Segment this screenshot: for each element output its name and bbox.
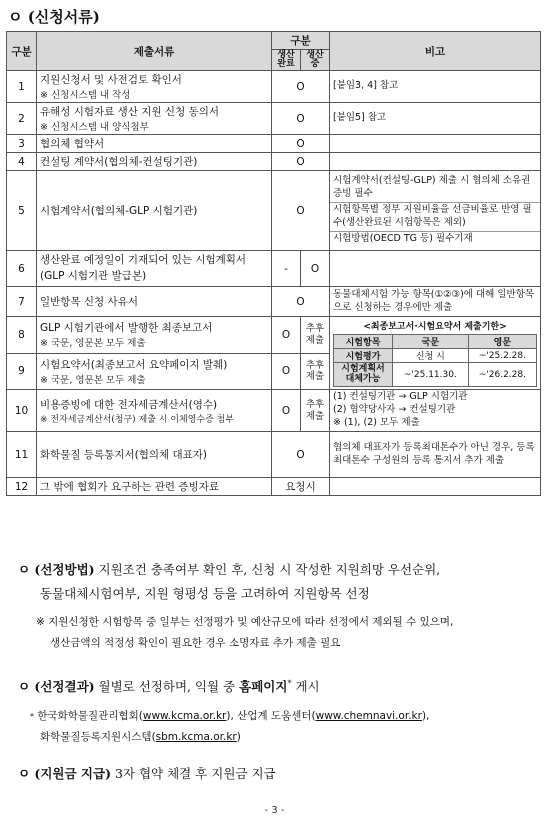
table-row: 7 일반항목 신청 사유서 O 동물대체시험 가능 항목(①②③)에 대해 일반항목으로 신청하는 경우에만 제출 [7,287,541,317]
table-row: 8 GLP 시험기관에서 발행한 최종보고서 ※ 국문, 영문본 모두 제출 O 추후 제출 <최종보고서·시험요약서 제출기한> 시험항목 국문 영문 시험평가 신청 시 ~'25.2.28. 시험계획서 대체가능 ~'25.11.30. ~'26.2.28. [7,317,541,354]
header-group: 구분 [272,32,330,50]
header-ing: 생산 중 [301,50,330,71]
homepage-note: * 한국화학물질관리협회(www.kcma.or.kr), 산업계 도움센터(www.chemnavi.or.kr), 화학물질등록지원시스템(sbm.kcma.or.kr) [30,710,430,743]
section-title: ㅇ (신청서류) [8,8,100,26]
deadline-box: <최종보고서·시험요약서 제출기한> 시험항목 국문 영문 시험평가 신청 시 ~'25.2.28. 시험계획서 대체가능 ~'25.11.30. ~'26.2.28. [330,317,541,390]
table-row: 12 그 밖에 협회가 요구하는 관련 증빙자료 요청시 [7,478,541,496]
table-row: 2 유해성 시험자료 생산 지원 신청 동의서 ※ 신청시스템 내 양식첨부 O [붙임5] 참고 [7,103,541,135]
deadline-table: 시험항목 국문 영문 시험평가 신청 시 ~'25.2.28. 시험계획서 대체가능 ~'25.11.30. ~'26.2.28. [333,334,537,387]
page-number: - 3 - [264,805,285,816]
header-no: 구분 [7,32,37,71]
selection-method: ㅇ (선정방법) 지원조건 충족여부 확인 후, 신청 시 작성한 지원희망 우선순위, 동물대체시험여부, 지원 형평성 등을 고려하여 지원항목 선정 [18,562,441,601]
table-row: 1 지원신청서 및 사전검토 확인서 ※ 신청시스템 내 작성 O [붙임3, 4] 참고 [7,71,541,103]
header-remark: 비고 [330,32,541,71]
table-row: 3 협의체 협약서 O [7,135,541,153]
header-doc: 제출서류 [37,32,272,71]
table-row: 6 생산완료 예정일이 기재되어 있는 시험계획서(GLP 시험기관 발급본) - O [7,251,541,287]
selection-result: ㅇ (선정결과) 월별로 선정하며, 익월 중 홈페이지* 게시 [18,679,320,695]
chemnavi-link[interactable]: www.chemnavi.or.kr [315,710,422,722]
table-row: 10 비용증빙에 대한 전자세금계산서(영수) ※ 전자세금계산서(청구) 제출 시 이체영수증 첨부 O 추후 제출 (1) 컨설팅기관 → GLP 시험기관 (2) 협약당사자 → 컨설팅기관 ※ (1), (2) 모두 제출 [7,390,541,432]
table-row: 4 컨설팅 계약서(협의체-컨설팅기관) O [7,153,541,171]
selection-note: ※ 지원신청한 시험항목 중 일부는 선정평가 및 예산규모에 따라 선정에서 제외될 수 있으며, 생산금액의 적정성 확인이 필요한 경우 소명자료 추가 제출 필요 [36,616,454,649]
sbm-link[interactable]: sbm.kcma.or.kr [155,731,237,743]
table-row: 5 시험계약서(협의체-GLP 시험기관) O 시험계약서(컨설팅-GLP) 제출 시 협의체 소유권 증빙 필수 시험항목별 정부 지원비율을 선금비율로 반영 필수(생산완료된 시험항목은 제외) 시험방법(OECD TG 등) 필수기재 [7,171,541,251]
table-row: 9 시험요약서(최종보고서 요약페이지 발췌) ※ 국문, 영문본 모두 제출 O 추후 제출 [7,353,541,390]
kcma-link[interactable]: www.kcma.or.kr [142,710,227,722]
payment: ㅇ (지원금 지급) 3자 협약 체결 후 지원금 지급 [18,766,276,781]
documents-table [6,31,541,496]
header-done: 생산 완료 [272,50,301,71]
table-row: 11 화학물질 등록통지서(협의체 대표자) O 협의체 대표자가 등록최대톤수가 아닌 경우, 등록최대톤수 구성원의 등록 통지서 추가 제출 [7,432,541,478]
